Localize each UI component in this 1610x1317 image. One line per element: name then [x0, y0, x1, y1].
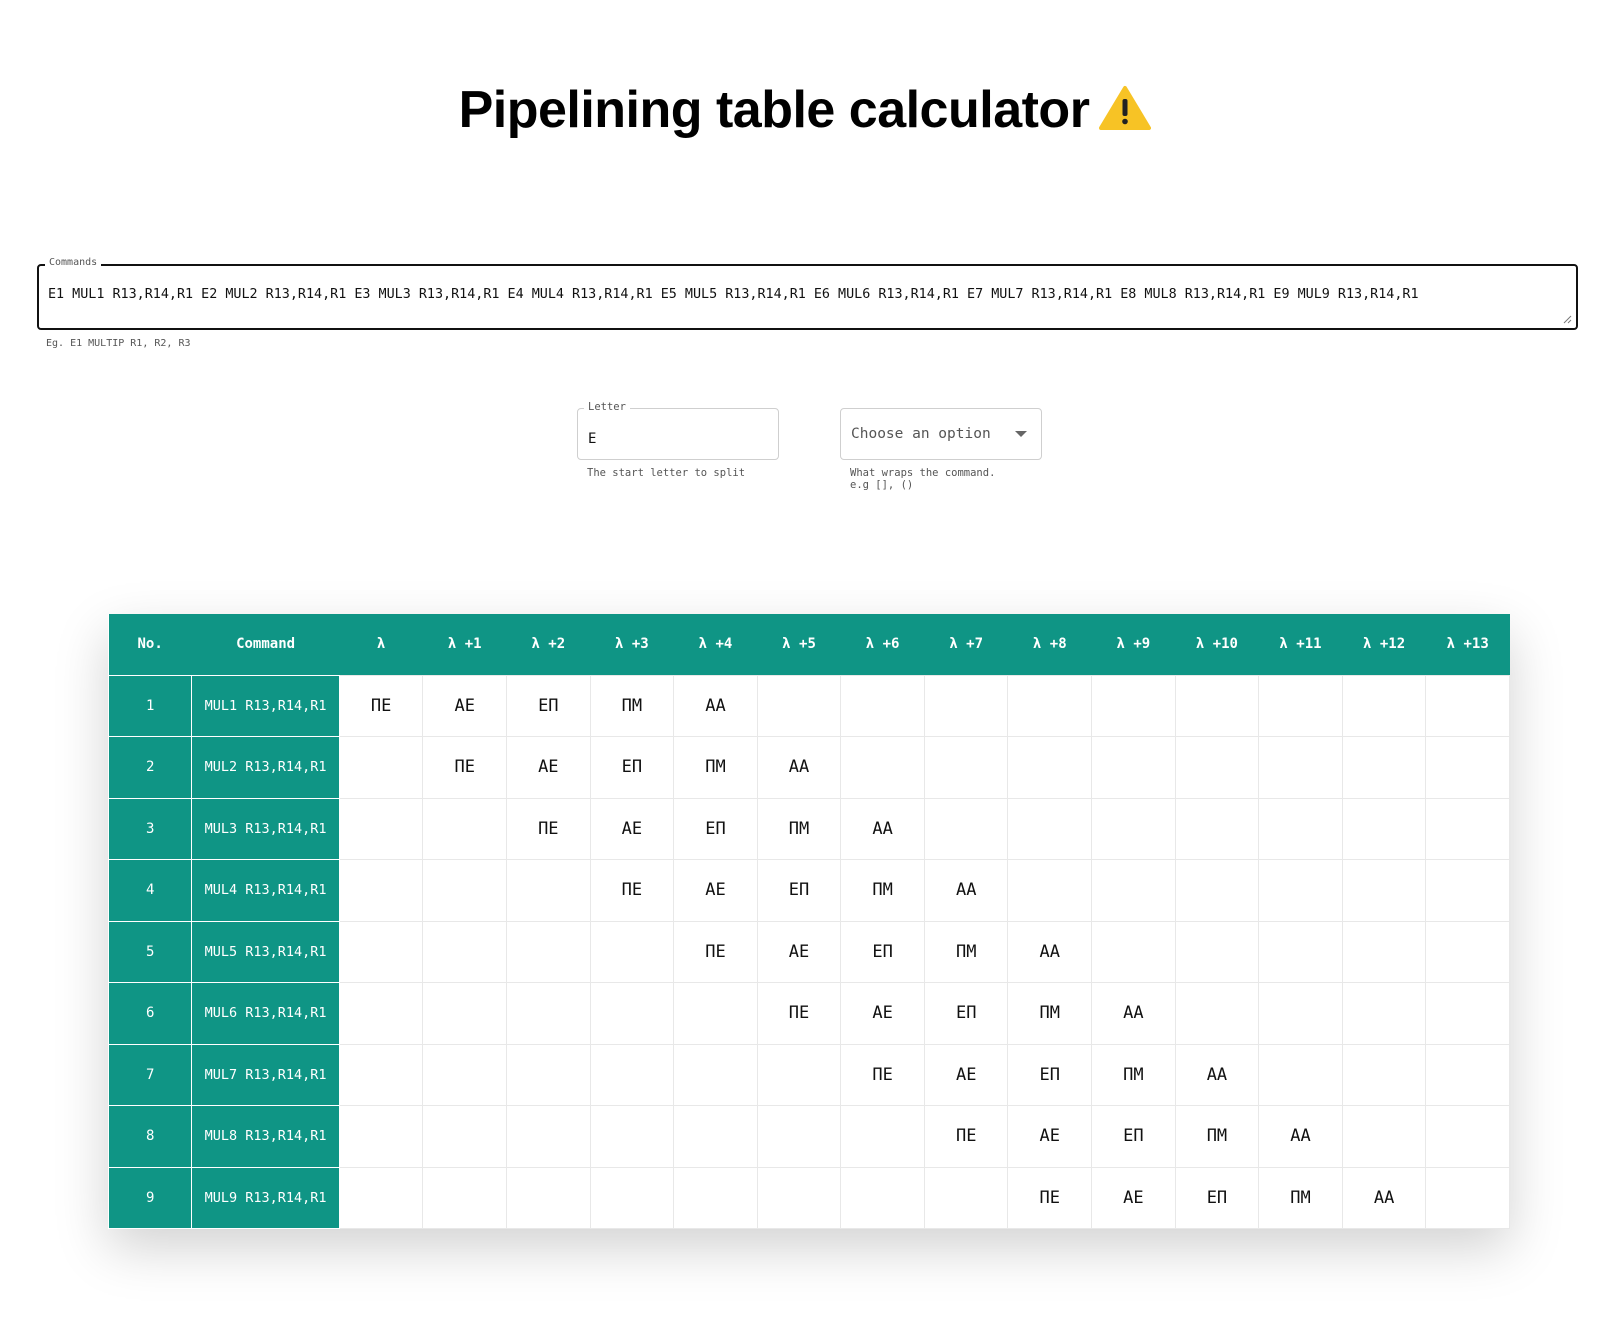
stage-cell: ΠΕ — [339, 675, 423, 737]
stage-cell — [841, 1167, 925, 1229]
row-command: MUL4 R13,R14,R1 — [192, 860, 340, 922]
column-header-cycle: λ +9 — [1092, 614, 1176, 675]
stage-cell — [1426, 921, 1510, 983]
letter-input[interactable] — [577, 401, 779, 460]
table-row — [109, 983, 1510, 1045]
stage-cell: ΕΠ — [757, 860, 841, 922]
stage-cell — [339, 1106, 423, 1168]
column-header-cycle: λ — [339, 614, 423, 675]
table-row — [109, 737, 1510, 799]
stage-cell — [924, 798, 1008, 860]
stage-cell — [590, 983, 674, 1045]
stage-cell: ΑΑ — [841, 798, 925, 860]
stage-cell — [1342, 1106, 1426, 1168]
resize-handle-icon[interactable] — [1563, 315, 1572, 324]
stage-cell — [339, 1167, 423, 1229]
stage-cell — [1342, 860, 1426, 922]
row-number: 4 — [109, 860, 192, 922]
pipeline-table-container — [108, 614, 1510, 1228]
stage-cell — [1259, 737, 1343, 799]
row-number: 9 — [109, 1167, 192, 1229]
row-command: MUL9 R13,R14,R1 — [192, 1167, 340, 1229]
stage-cell — [507, 983, 591, 1045]
row-number: 8 — [109, 1106, 192, 1168]
stage-cell: ΑΑ — [1259, 1106, 1343, 1168]
table-header-row — [109, 614, 1510, 675]
stage-cell — [423, 1106, 507, 1168]
stage-cell — [674, 1044, 758, 1106]
stage-cell — [590, 1167, 674, 1229]
stage-cell — [423, 1167, 507, 1229]
stage-cell: ΑΕ — [1092, 1167, 1176, 1229]
stage-cell: ΕΠ — [841, 921, 925, 983]
stage-cell — [1008, 737, 1092, 799]
stage-cell — [590, 921, 674, 983]
stage-cell: ΠΕ — [757, 983, 841, 1045]
row-command: MUL2 R13,R14,R1 — [192, 737, 340, 799]
stage-cell — [924, 737, 1008, 799]
stage-cell: ΠΜ — [1092, 1044, 1176, 1106]
stage-cell: ΑΑ — [674, 675, 758, 737]
stage-cell: ΕΠ — [1092, 1106, 1176, 1168]
stage-cell: ΑΕ — [507, 737, 591, 799]
wrap-select-helper-line1: What wraps the command. — [850, 467, 996, 479]
stage-cell: ΠΜ — [841, 860, 925, 922]
column-header-cycle: λ +13 — [1426, 614, 1510, 675]
stage-cell: ΑΑ — [1092, 983, 1176, 1045]
column-header-command: Command — [192, 614, 340, 675]
stage-cell — [1175, 798, 1259, 860]
stage-cell — [1342, 983, 1426, 1045]
stage-cell — [1259, 983, 1343, 1045]
commands-textarea[interactable] — [37, 257, 1578, 330]
column-header-cycle: λ +11 — [1259, 614, 1343, 675]
stage-cell: ΑΑ — [1342, 1167, 1426, 1229]
stage-cell: ΑΕ — [590, 798, 674, 860]
stage-cell — [1426, 1044, 1510, 1106]
table-row — [109, 860, 1510, 922]
stage-cell — [1426, 1167, 1510, 1229]
stage-cell — [757, 1106, 841, 1168]
stage-cell: ΠΕ — [423, 737, 507, 799]
column-header-cycle: λ +4 — [674, 614, 758, 675]
wrap-select-placeholder: Choose an option — [851, 426, 991, 442]
stage-cell — [339, 921, 423, 983]
stage-cell: ΠΕ — [1008, 1167, 1092, 1229]
stage-cell: ΕΠ — [507, 675, 591, 737]
stage-cell — [339, 798, 423, 860]
stage-cell: ΠΕ — [674, 921, 758, 983]
stage-cell — [1426, 798, 1510, 860]
stage-cell — [1259, 1044, 1343, 1106]
stage-cell — [924, 1167, 1008, 1229]
stage-cell: ΠΜ — [1175, 1106, 1259, 1168]
stage-cell: ΠΜ — [674, 737, 758, 799]
row-command: MUL3 R13,R14,R1 — [192, 798, 340, 860]
stage-cell — [339, 983, 423, 1045]
stage-cell — [339, 860, 423, 922]
stage-cell: ΕΠ — [1008, 1044, 1092, 1106]
stage-cell — [1426, 860, 1510, 922]
stage-cell — [1426, 675, 1510, 737]
letter-label: Letter — [584, 401, 630, 413]
stage-cell — [507, 860, 591, 922]
column-header-cycle: λ +12 — [1342, 614, 1426, 675]
stage-cell — [1342, 1044, 1426, 1106]
row-command: MUL5 R13,R14,R1 — [192, 921, 340, 983]
stage-cell — [1175, 921, 1259, 983]
stage-cell — [507, 1106, 591, 1168]
row-number: 6 — [109, 983, 192, 1045]
table-row — [109, 675, 1510, 737]
stage-cell — [1175, 675, 1259, 737]
stage-cell — [339, 737, 423, 799]
stage-cell: ΠΕ — [841, 1044, 925, 1106]
row-command: MUL1 R13,R14,R1 — [192, 675, 340, 737]
stage-cell — [1008, 798, 1092, 860]
stage-cell: ΑΑ — [757, 737, 841, 799]
stage-cell — [757, 1044, 841, 1106]
row-number: 7 — [109, 1044, 192, 1106]
row-number: 3 — [109, 798, 192, 860]
stage-cell — [674, 1167, 758, 1229]
stage-cell: ΠΜ — [1259, 1167, 1343, 1229]
commands-value[interactable]: E1 MUL1 R13,R14,R1 E2 MUL2 R13,R14,R1 E3 MUL3 R13,R14,R1 E4 MUL4 R13,R14,R1 E5 MUL5 R13,R14,R1 E6 MUL6 R13,R14,R1 E7 MUL7 R13,R14,R1 E8 MUL8 R13,R14,R1 E9 MUL9 R13,R14,R1 — [48, 287, 1419, 302]
stage-cell — [1426, 983, 1510, 1045]
stage-cell — [1342, 675, 1426, 737]
stage-cell — [1259, 675, 1343, 737]
table-row — [109, 798, 1510, 860]
stage-cell — [757, 675, 841, 737]
stage-cell: ΑΑ — [1175, 1044, 1259, 1106]
stage-cell — [1008, 860, 1092, 922]
row-number: 1 — [109, 675, 192, 737]
stage-cell — [507, 1044, 591, 1106]
stage-cell — [841, 1106, 925, 1168]
pipeline-table — [108, 614, 1510, 1229]
stage-cell — [423, 860, 507, 922]
stage-cell: ΠΕ — [924, 1106, 1008, 1168]
stage-cell — [590, 1106, 674, 1168]
chevron-down-icon[interactable] — [1015, 431, 1027, 437]
table-row — [109, 1044, 1510, 1106]
column-header-cycle: λ +7 — [924, 614, 1008, 675]
stage-cell — [1175, 860, 1259, 922]
stage-cell: ΑΕ — [924, 1044, 1008, 1106]
stage-cell — [924, 675, 1008, 737]
stage-cell — [423, 798, 507, 860]
stage-cell — [674, 983, 758, 1045]
table-row — [109, 1106, 1510, 1168]
stage-cell: ΕΠ — [1175, 1167, 1259, 1229]
warning-icon — [1099, 85, 1151, 131]
stage-cell — [423, 1044, 507, 1106]
stage-cell: ΑΑ — [924, 860, 1008, 922]
row-number: 2 — [109, 737, 192, 799]
commands-helper-text: Eg. E1 MULTIP R1, R2, R3 — [46, 338, 191, 349]
stage-cell — [841, 737, 925, 799]
stage-cell: ΕΠ — [590, 737, 674, 799]
stage-cell — [1259, 860, 1343, 922]
column-header-cycle: λ +3 — [590, 614, 674, 675]
column-header-cycle: λ +1 — [423, 614, 507, 675]
stage-cell — [339, 1044, 423, 1106]
table-row — [109, 1167, 1510, 1229]
wrap-select-helper-text — [850, 467, 1050, 491]
stage-cell — [1342, 737, 1426, 799]
row-command: MUL7 R13,R14,R1 — [192, 1044, 340, 1106]
stage-cell — [507, 921, 591, 983]
column-header-cycle: λ +8 — [1008, 614, 1092, 675]
table-row — [109, 921, 1510, 983]
stage-cell — [423, 921, 507, 983]
stage-cell — [1008, 675, 1092, 737]
letter-value[interactable]: E — [588, 431, 597, 447]
stage-cell: ΠΜ — [757, 798, 841, 860]
stage-cell — [1092, 860, 1176, 922]
stage-cell: ΠΜ — [590, 675, 674, 737]
stage-cell — [1342, 921, 1426, 983]
stage-cell — [1092, 675, 1176, 737]
wrap-select-helper-line2: e.g [], () — [850, 479, 914, 491]
stage-cell: ΠΕ — [507, 798, 591, 860]
row-command: MUL6 R13,R14,R1 — [192, 983, 340, 1045]
stage-cell — [757, 1167, 841, 1229]
column-header-cycle: λ +5 — [757, 614, 841, 675]
row-number: 5 — [109, 921, 192, 983]
stage-cell — [1426, 1106, 1510, 1168]
stage-cell: ΑΑ — [1008, 921, 1092, 983]
stage-cell: ΠΕ — [590, 860, 674, 922]
stage-cell: ΑΕ — [757, 921, 841, 983]
stage-cell — [1175, 983, 1259, 1045]
page-title-text: Pipelining table calculator — [458, 81, 1090, 139]
stage-cell — [1259, 921, 1343, 983]
column-header-no: No. — [109, 614, 192, 675]
letter-helper-text: The start letter to split — [587, 467, 746, 479]
stage-cell — [1092, 798, 1176, 860]
column-header-cycle: λ +2 — [507, 614, 591, 675]
column-header-cycle: λ +10 — [1175, 614, 1259, 675]
stage-cell — [590, 1044, 674, 1106]
column-header-cycle: λ +6 — [841, 614, 925, 675]
stage-cell — [674, 1106, 758, 1168]
commands-label: Commands — [45, 257, 101, 268]
stage-cell: ΑΕ — [423, 675, 507, 737]
stage-cell: ΑΕ — [1008, 1106, 1092, 1168]
stage-cell: ΕΠ — [674, 798, 758, 860]
wrap-select[interactable] — [840, 408, 1042, 460]
row-command: MUL8 R13,R14,R1 — [192, 1106, 340, 1168]
stage-cell — [1426, 737, 1510, 799]
stage-cell: ΑΕ — [674, 860, 758, 922]
stage-cell — [1342, 798, 1426, 860]
stage-cell: ΕΠ — [924, 983, 1008, 1045]
stage-cell: ΑΕ — [841, 983, 925, 1045]
page-title — [0, 80, 1610, 140]
stage-cell: ΠΜ — [1008, 983, 1092, 1045]
stage-cell — [841, 675, 925, 737]
stage-cell — [1175, 737, 1259, 799]
stage-cell — [423, 983, 507, 1045]
stage-cell: ΠΜ — [924, 921, 1008, 983]
stage-cell — [1092, 737, 1176, 799]
stage-cell — [1259, 798, 1343, 860]
stage-cell — [507, 1167, 591, 1229]
stage-cell — [1092, 921, 1176, 983]
